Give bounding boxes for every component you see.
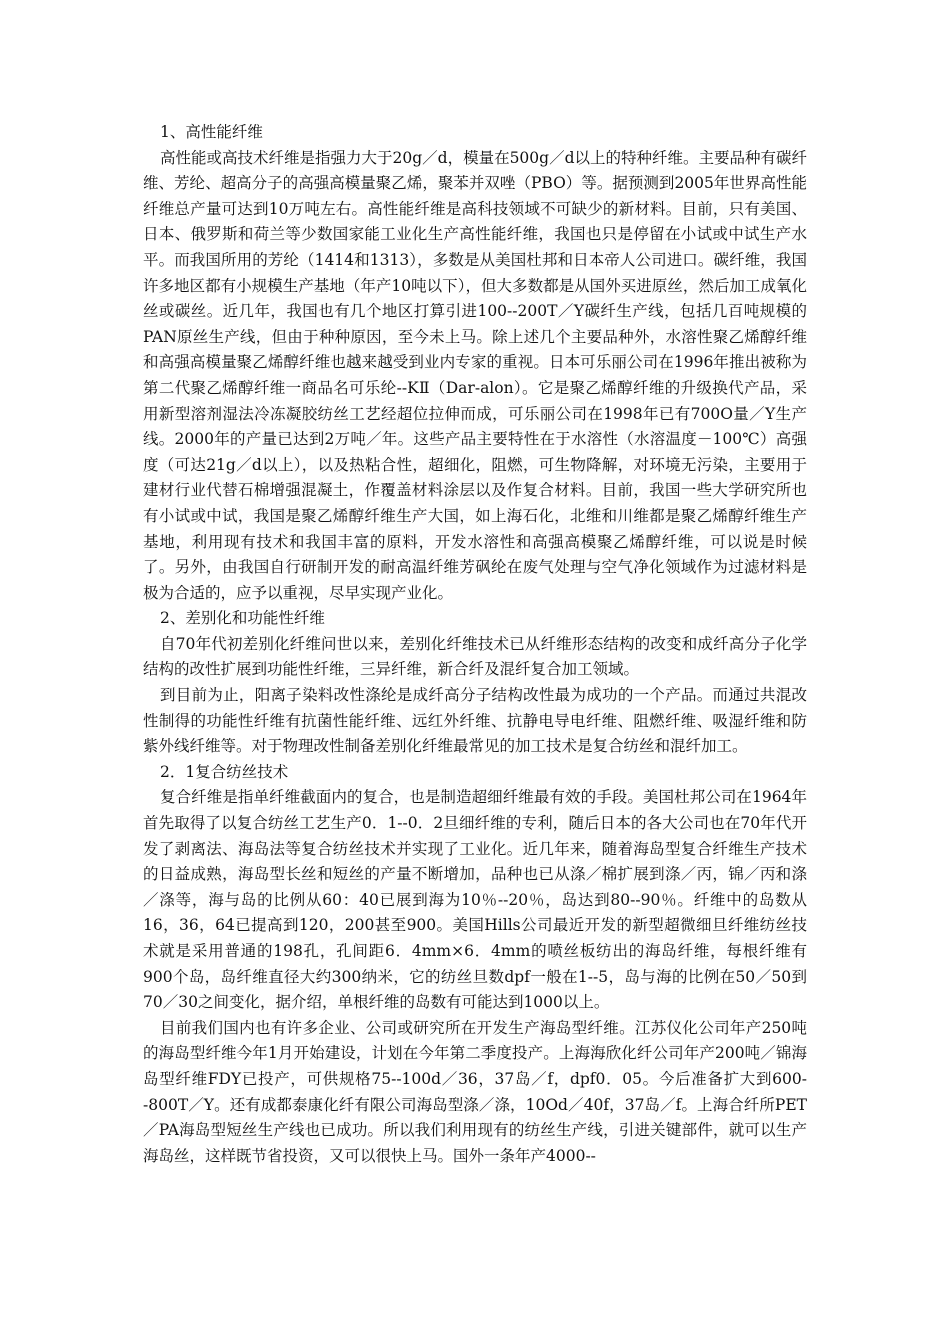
section-2-1-paragraph-1: 复合纤维是指单纤维截面内的复合，也是制造超细纤维最有效的手段。美国杜邦公司在1964年首先取得了以复合纺丝工艺生产0．1--0．2旦细纤维的专利，随后日本的各大公司也在70年代开发了剥离法、海岛法等复合纺丝技术并实现了工业化。近几年来，随着海岛型复合纤维生产技术的日益成熟，海岛型长丝和短丝的产量不断增加，品种也已从涤／棉扩展到涤／丙，锦／丙和涤／涤等，海与岛的比例从60：40已展到海为10％--20％，岛达到80--90％。纤维中的岛数从16，36，64已提高到120，200甚至900。美国Hills公司最近开发的新型超微细旦纤维纺丝技术就是采用普通的198孔，孔间距6．4mm×6．4mm的喷丝板纺出的海岛纤维，每根纤维有900个岛，岛纤维直径大约300纳米，它的纺丝旦数dpf一般在1--5，岛与海的比例在50／50到70／30之间变化，据介绍，单根纤维的岛数有可能达到1000以上。 xyxy=(143,788,807,1012)
section-2-1-paragraph-2: 目前我们国内也有许多企业、公司或研究所在开发生产海岛型纤维。江苏仪化公司年产250吨的海岛型纤维今年1月开始建设，计划在今年第二季度投产。上海海欣化纤公司年产200吨／锦海岛型纤维FDY已投产，可供规格75--100d／36，37岛／f，dpf0．05。今后准备扩大到600--800T／Y。还有成都泰康化纤有限公司海岛型涤／涤，10Od／40f，37岛／f。上海合纤所PET／PA海岛型短丝生产线也已成功。所以我们利用现有的纺丝生产线，引进关键部件，就可以生产海岛丝，这样既节省投资，又可以很快上马。国外一条年产4000-- xyxy=(143,1018,807,1165)
section-2-1-heading: 2．1复合纺丝技术 xyxy=(160,762,289,781)
section-2-heading: 2、差别化和功能性纤维 xyxy=(160,609,325,628)
document-page xyxy=(143,120,807,1169)
section-2-paragraph-1: 自70年代初差别化纤维问世以来，差别化纤维技术已从纤维形态结构的改变和成纤高分子化学结构的改性扩展到功能性纤维，三异纤维，新合纤及混纤复合加工领域。 xyxy=(143,634,807,679)
section-1-heading: 1、高性能纤维 xyxy=(160,123,263,141)
section-1-paragraph-1: 高性能或高技术纤维是指强力大于20g／d，模量在500g／d以上的特种纤维。主要品种有碳纤维、芳纶、超高分子的高强高模量聚乙烯，聚苯并双唑（PBO）等。据预测到2005年世界高性能纤维总产量可达到10万吨左右。高性能纤维是高科技领域不可缺少的新材料。目前，只有美国、日本、俄罗斯和荷兰等少数国家能工业化生产高性能纤维，我国也只是停留在小试或中试生产水平。而我国所用的芳纶（1414和1313），多数是从美国杜邦和日本帝人公司进口。碳纤维，我国许多地区都有小规模生产基地（年产10吨以下），但大多数都是从国外买进原丝，然后加工成氧化丝或碳丝。近几年，我国也有几个地区打算引进100--200T／Y碳纤生产线，包括几百吨规模的PAN原丝生产线，但由于种种原因，至今未上马。除上述几个主要品种外，水溶性聚乙烯醇纤维和高强高模量聚乙烯醇纤维也越来越受到业内专家的重视。日本可乐丽公司在1996年推出被称为第二代聚乙烯醇纤维一商品名可乐纶--KⅡ（Dar-alon）。它是聚乙烯醇纤维的升级换代产品，采用新型溶剂湿法冷冻凝胶纺丝工艺经超位拉伸而成，可乐丽公司在1998年已有700O量／Y生产线。2000年的产量已达到2万吨／年。这些产品主要特性在于水溶性（水溶温度－100℃）高强度（可达21g／d以上），以及热粘合性，超细化，阻燃，可生物降解，对环境无污染，主要用于建材行业代替石棉增强混凝土，作覆盖材料涂层以及作复合材料。目前，我国一些大学研究所也有小试或中试，我国是聚乙烯醇纤维生产大国，如上海石化，北维和川维都是聚乙烯醇纤维生产基地，利用现有技术和我国丰富的原料，开发水溶性和高强高模聚乙烯醇纤维，可以说是时候了。另外，由我国自行研制开发的耐高温纤维芳砜纶在废气处理与空气净化领域作为过滤材料是极为合适的，应予以重视，尽早实现产业化。 xyxy=(143,148,807,602)
section-2-paragraph-2: 到目前为止，阳离子染料改性涤纶是成纤高分子结构改性最为成功的一个产品。而通过共混改性制得的功能性纤维有抗菌性能纤维、远红外纤维、抗静电导电纤维、阻燃纤维、吸湿纤维和防紫外线纤维等。对于物理改性制备差别化纤维最常见的加工技术是复合纺丝和混纤加工。 xyxy=(143,686,807,756)
